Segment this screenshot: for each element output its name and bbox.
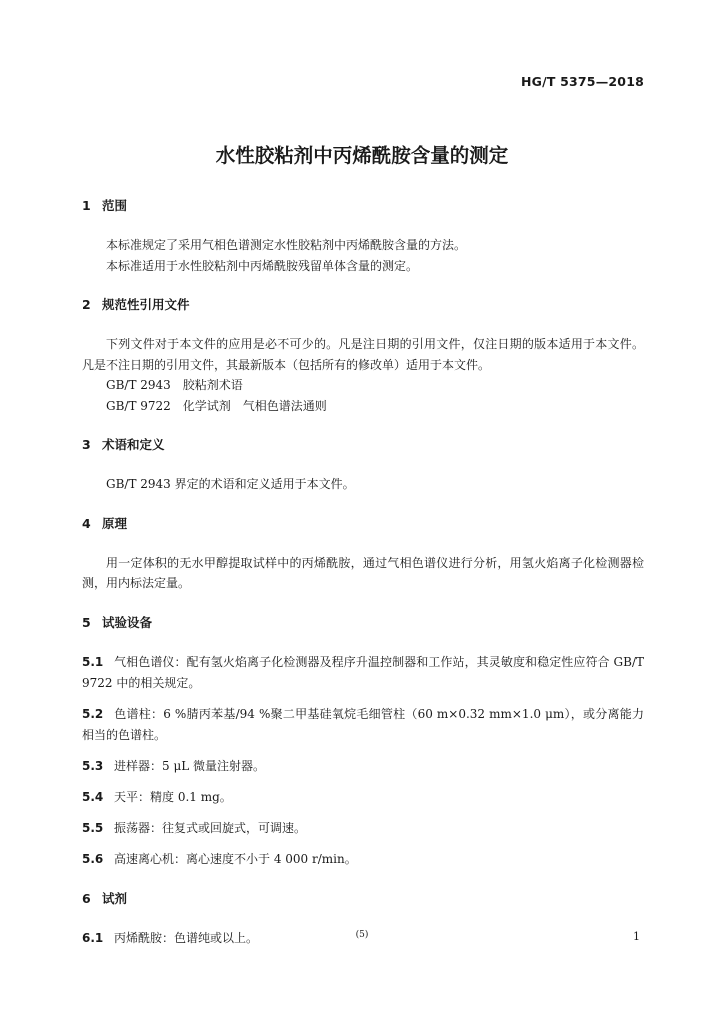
paragraph: 下列文件对于本文件的应用是必不可少的。凡是注日期的引用文件，仅注日期的版本适用于本文件。凡是不注日期的引用文件，其最新版本（包括所有的修改单）适用于本文件。 — [82, 337, 644, 372]
clause-number: 5.4 — [82, 789, 104, 804]
clause-item — [82, 787, 644, 808]
document-title: 水性胶粘剂中丙烯酰胺含量的测定 — [215, 144, 509, 167]
clause-text: 气相色谱仪：配有氢火焰离子化检测器及程序升温控制器和工作站，其灵敏度和稳定性应符合 GB/T 9722 中的相关规定。 — [82, 654, 644, 690]
section-title: 原理 — [102, 515, 128, 531]
reference-item: GB/T 9722 化学试剂 气相色谱法通则 — [106, 398, 327, 413]
clause-text: 高速离心机：离心速度不小于 4 000 r/min。 — [114, 851, 357, 866]
clause-number: 5.5 — [82, 820, 104, 835]
section-heading — [82, 435, 644, 455]
clause-text: 丙烯酰胺：色谱纯或以上。 — [114, 930, 259, 945]
document-body — [82, 196, 644, 949]
section-heading — [82, 613, 644, 633]
section-number: 2 — [82, 297, 91, 312]
section-normative-references — [82, 295, 644, 416]
paragraph: 本标准适用于水性胶粘剂中丙烯酰胺残留单体含量的测定。 — [106, 258, 419, 273]
section-scope — [82, 196, 644, 276]
section-title: 术语和定义 — [102, 437, 165, 452]
section-apparatus — [82, 613, 644, 870]
clause-number: 5.1 — [82, 654, 104, 669]
section-principle — [82, 514, 644, 594]
section-number: 5 — [82, 614, 91, 630]
section-title: 试验设备 — [102, 614, 153, 630]
section-number: 6 — [82, 890, 91, 906]
page-number: 1 — [633, 930, 640, 943]
section-heading — [82, 295, 644, 315]
clause-item — [82, 849, 644, 870]
section-number: 1 — [82, 198, 91, 213]
reference-item: GB/T 2943 胶粘剂术语 — [106, 378, 243, 392]
section-title: 范围 — [102, 198, 128, 213]
section-terms-definitions — [82, 435, 644, 495]
clause-number: 6.1 — [82, 930, 104, 945]
paragraph: 本标准规定了采用气相色谱测定水性胶粘剂中丙烯酰胺含量的方法。 — [106, 238, 467, 252]
section-heading — [82, 889, 644, 909]
standard-code: HG/T 5375—2018 — [520, 74, 644, 89]
paragraph: GB/T 2943 界定的术语和定义适用于本文件。 — [106, 477, 355, 491]
section-title: 规范性引用文件 — [102, 297, 190, 312]
clause-item — [82, 818, 644, 839]
section-heading — [82, 514, 644, 534]
clause-text: 进样器：5 μL 微量注射器。 — [114, 758, 266, 773]
clause-text: 天平：精度 0.1 mg。 — [114, 789, 232, 804]
section-number: 3 — [82, 437, 91, 452]
clause-item — [82, 756, 644, 777]
page-mark: (5) — [355, 930, 369, 940]
section-heading — [82, 196, 644, 216]
clause-number: 5.3 — [82, 758, 104, 773]
clause-text: 振荡器：往复式或回旋式，可调速。 — [114, 820, 307, 835]
section-title: 试剂 — [102, 890, 128, 906]
paragraph: 用一定体积的无水甲醇提取试样中的丙烯酰胺，通过气相色谱仪进行分析，用氢火焰离子化检测器检测，用内标法定量。 — [82, 555, 644, 590]
section-number: 4 — [82, 515, 91, 531]
clause-item — [82, 652, 644, 694]
clause-item — [82, 704, 644, 746]
clause-number: 5.2 — [82, 706, 104, 721]
clause-text: 色谱柱：6 %腈丙苯基/94 %聚二甲基硅氧烷毛细管柱（60 m×0.32 mm×1.0 μm），或分离能力相当的色谱柱。 — [82, 706, 644, 742]
clause-number: 5.6 — [82, 851, 104, 866]
